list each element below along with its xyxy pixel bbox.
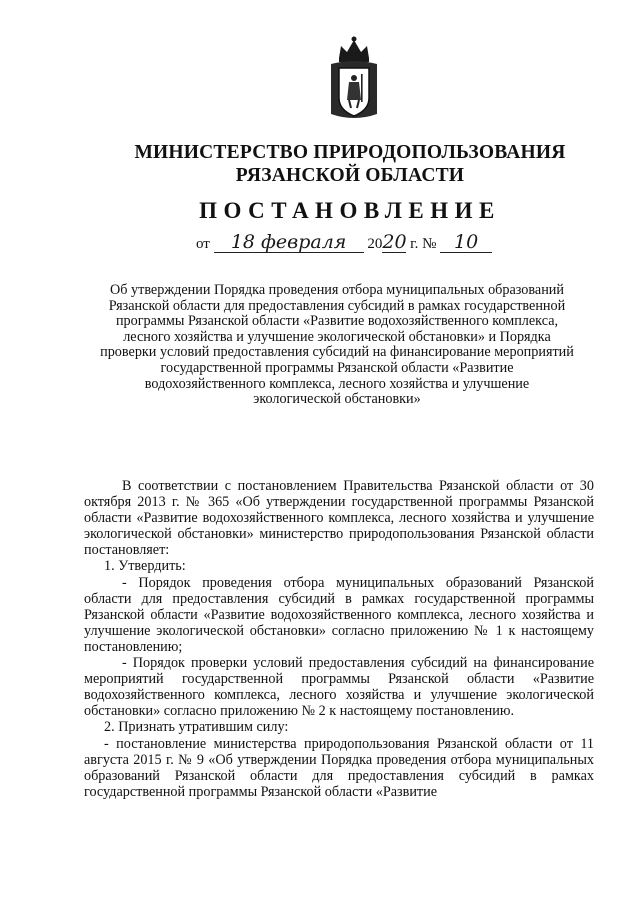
- date-number-line: [196, 232, 526, 258]
- handwritten-number: 10: [440, 232, 492, 253]
- clause-2-item-a: - постановление министерства природопользования Рязанской области от 11 августа 2015 г. № 9 «Об утверждении Порядка проведения отбора муниципальных образований Рязанской области для предоставления субсидий в рамках государственной программы Рязанской области «Развитие: [84, 735, 594, 800]
- subject-line: проверки условий предоставления субсидий на финансирование мероприятий: [100, 344, 574, 361]
- clause-2-heading: 2. Признать утратившим силу:: [104, 719, 289, 736]
- subject-line: лесного хозяйства и улучшение экологической обстановки» и Порядка: [123, 328, 551, 345]
- ministry-name-line1: МИНИСТЕРСТВО ПРИРОДОПОЛЬЗОВАНИЯ: [134, 142, 566, 163]
- document-type-title: ПОСТАНОВЛЕНИЕ: [199, 198, 501, 223]
- subject-line: Об утверждении Порядка проведения отбора муниципальных образований: [110, 282, 564, 298]
- document-subject: [84, 283, 590, 408]
- subject-line: Рязанской области для предоставления субсидий в рамках государственной: [108, 297, 566, 314]
- year-suffix: г.: [410, 236, 419, 252]
- preamble-paragraph: В соответствии с постановлением Правительства Рязанской области от 30 октября 2013 г. № 365 «Об утверждении государственной программы Рязанской области «Развитие водохозяйственного комплекса, лесного хозяйства и улучшение экологической обстановки» министерство природопользования Рязанской области постановляет:: [84, 478, 594, 559]
- clause-1-item-a: - Порядок проведения отбора муниципальных образований Рязанской области для предоставления субсидий в рамках государственной программы Рязанской области «Развитие водохозяйственного комплекса, лесного хозяйства и улучшение экологической обстановки» согласно приложению № 1 к настоящему постановлению;: [84, 574, 594, 655]
- subject-line: экологической обстановки»: [253, 391, 421, 408]
- ministry-name-line2: РЯЗАНСКОЙ ОБЛАСТИ: [235, 165, 465, 186]
- number-label: №: [422, 236, 437, 252]
- subject-line: государственной программы Рязанской области «Развитие: [160, 359, 514, 376]
- handwritten-year: 20: [382, 231, 407, 253]
- date-prefix: от: [196, 236, 210, 252]
- clause-1-item-b: - Порядок проверки условий предоставления субсидий на финансирование мероприятий государственной программы Рязанской области «Развитие водохозяйственного комплекса, лесного хозяйства и улучшение экологической обстановки» согласно приложению № 2 к настоящему постановлению.: [84, 655, 594, 720]
- coat-of-arms-icon: [327, 34, 381, 122]
- subject-line: программы Рязанской области «Развитие водохозяйственного комплекса,: [115, 313, 559, 330]
- year-prefix: 20: [367, 236, 383, 252]
- subject-line: водохозяйственного комплекса, лесного хозяйства и улучшение: [144, 375, 530, 392]
- clause-1-heading: 1. Утвердить:: [104, 558, 186, 575]
- handwritten-date: 18 февраля: [214, 232, 364, 253]
- document-body: [84, 478, 594, 800]
